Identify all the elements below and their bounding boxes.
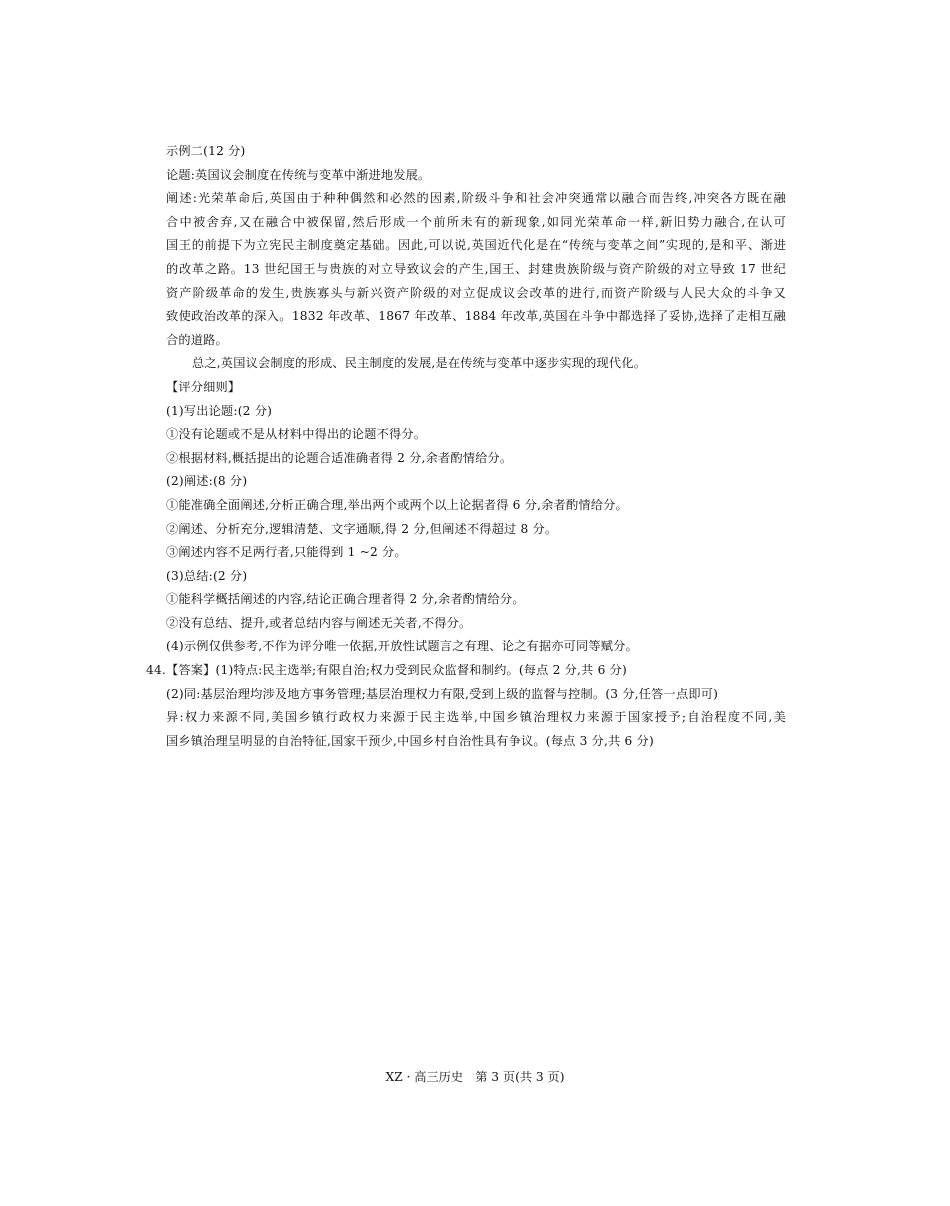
scoring-item: ①没有论题或不是从材料中得出的论题不得分。 xyxy=(166,427,427,442)
scoring-part4: (4)示例仅供参考,不作为评分唯一依据,开放性试题言之有理、论之有据亦可同等赋分。 xyxy=(166,639,638,654)
scoring-part1-title: (1)写出论题:(2 分) xyxy=(166,403,273,418)
scoring-part3-title: (3)总结:(2 分) xyxy=(166,568,248,583)
example-body-line: 合的道路。 xyxy=(166,332,228,347)
scoring-item: ②根据材料,概括提出的论题合适准确者得 2 分,余者酌情给分。 xyxy=(166,450,513,465)
scoring-item: ①能准确全面阐述,分析正确合理,举出两个或两个以上论据者得 6 分,余者酌情给分。 xyxy=(166,497,628,512)
example-body-line: 资产阶级革命的发生,贵族寡头与新兴资产阶级的对立促成议会改革的进行,而资产阶级与人民大众的斗争又 xyxy=(166,285,786,300)
example-conclusion: 总之,英国议会制度的形成、民主制度的发展,是在传统与变革中逐步实现的现代化。 xyxy=(192,356,647,371)
page-footer: XZ · 高三历史 第 3 页(共 3 页) xyxy=(385,1070,565,1084)
scoring-item: ②没有总结、提升,或者总结内容与阐述无关者,不得分。 xyxy=(166,615,472,630)
example-body-line: 的改革之路。13 世纪国王与贵族的对立导致议会的产生,国王、封建贵族阶级与资产阶级的对立导致 17 世纪 xyxy=(166,261,786,276)
example-body-line: 合中被舍弃,又在融合中被保留,然后形成一个前所未有的新现象,如同光荣革命一样,新旧势力融合,在认可 xyxy=(166,214,786,229)
scoring-item: ②阐述、分析充分,逻辑清楚、文字通顺,得 2 分,但阐述不得超过 8 分。 xyxy=(166,521,558,536)
scoring-item: ①能科学概括阐述的内容,结论正确合理者得 2 分,余者酌情给分。 xyxy=(166,592,525,607)
scoring-header: 【评分细则】 xyxy=(166,379,241,394)
example-thesis: 论题:英国议会制度在传统与变革中渐进地发展。 xyxy=(166,167,431,182)
answer-content xyxy=(146,140,786,753)
q44-answer-line: (2)同:基层治理均涉及地方事务管理;基层治理权力有限,受到上级的监督与控制。(3 分,任答一点即可) xyxy=(166,686,719,701)
scoring-item: ③阐述内容不足两行者,只能得到 1 ~2 分。 xyxy=(166,545,407,560)
example-body-line: 致使政治改革的深入。1832 年改革、1867 年改革、1884 年改革,英国在斗争中都选择了妥协,选择了走相互融 xyxy=(166,309,786,324)
q44-answer-line: 国乡镇治理呈明显的自治特征,国家干预少,中国乡村自治性具有争议。(每点 3 分,共 6 分) xyxy=(166,733,654,748)
q44-answer-line: 异:权力来源不同,美国乡镇行政权力来源于民主选举,中国乡镇治理权力来源于国家授予;自治程度不同,美 xyxy=(166,710,786,725)
example-title: 示例二(12 分) xyxy=(166,144,246,158)
scoring-part2-title: (2)阐述:(8 分) xyxy=(166,474,248,489)
example-body-line: 国王的前提下为立宪民主制度奠定基础。因此,可以说,英国近代化是在“传统与变革之间”实现的,是和平、渐进 xyxy=(166,238,786,253)
example-body-line: 阐述:光荣革命后,英国由于种种偶然和必然的因素,阶级斗争和社会冲突通常以融合而告终,冲突各方既在融 xyxy=(166,191,786,206)
q44-answer-line: 44.【答案】(1)特点:民主选举;有限自治;权力受到民众监督和制约。(每点 2 分,共 6 分) xyxy=(146,663,627,678)
